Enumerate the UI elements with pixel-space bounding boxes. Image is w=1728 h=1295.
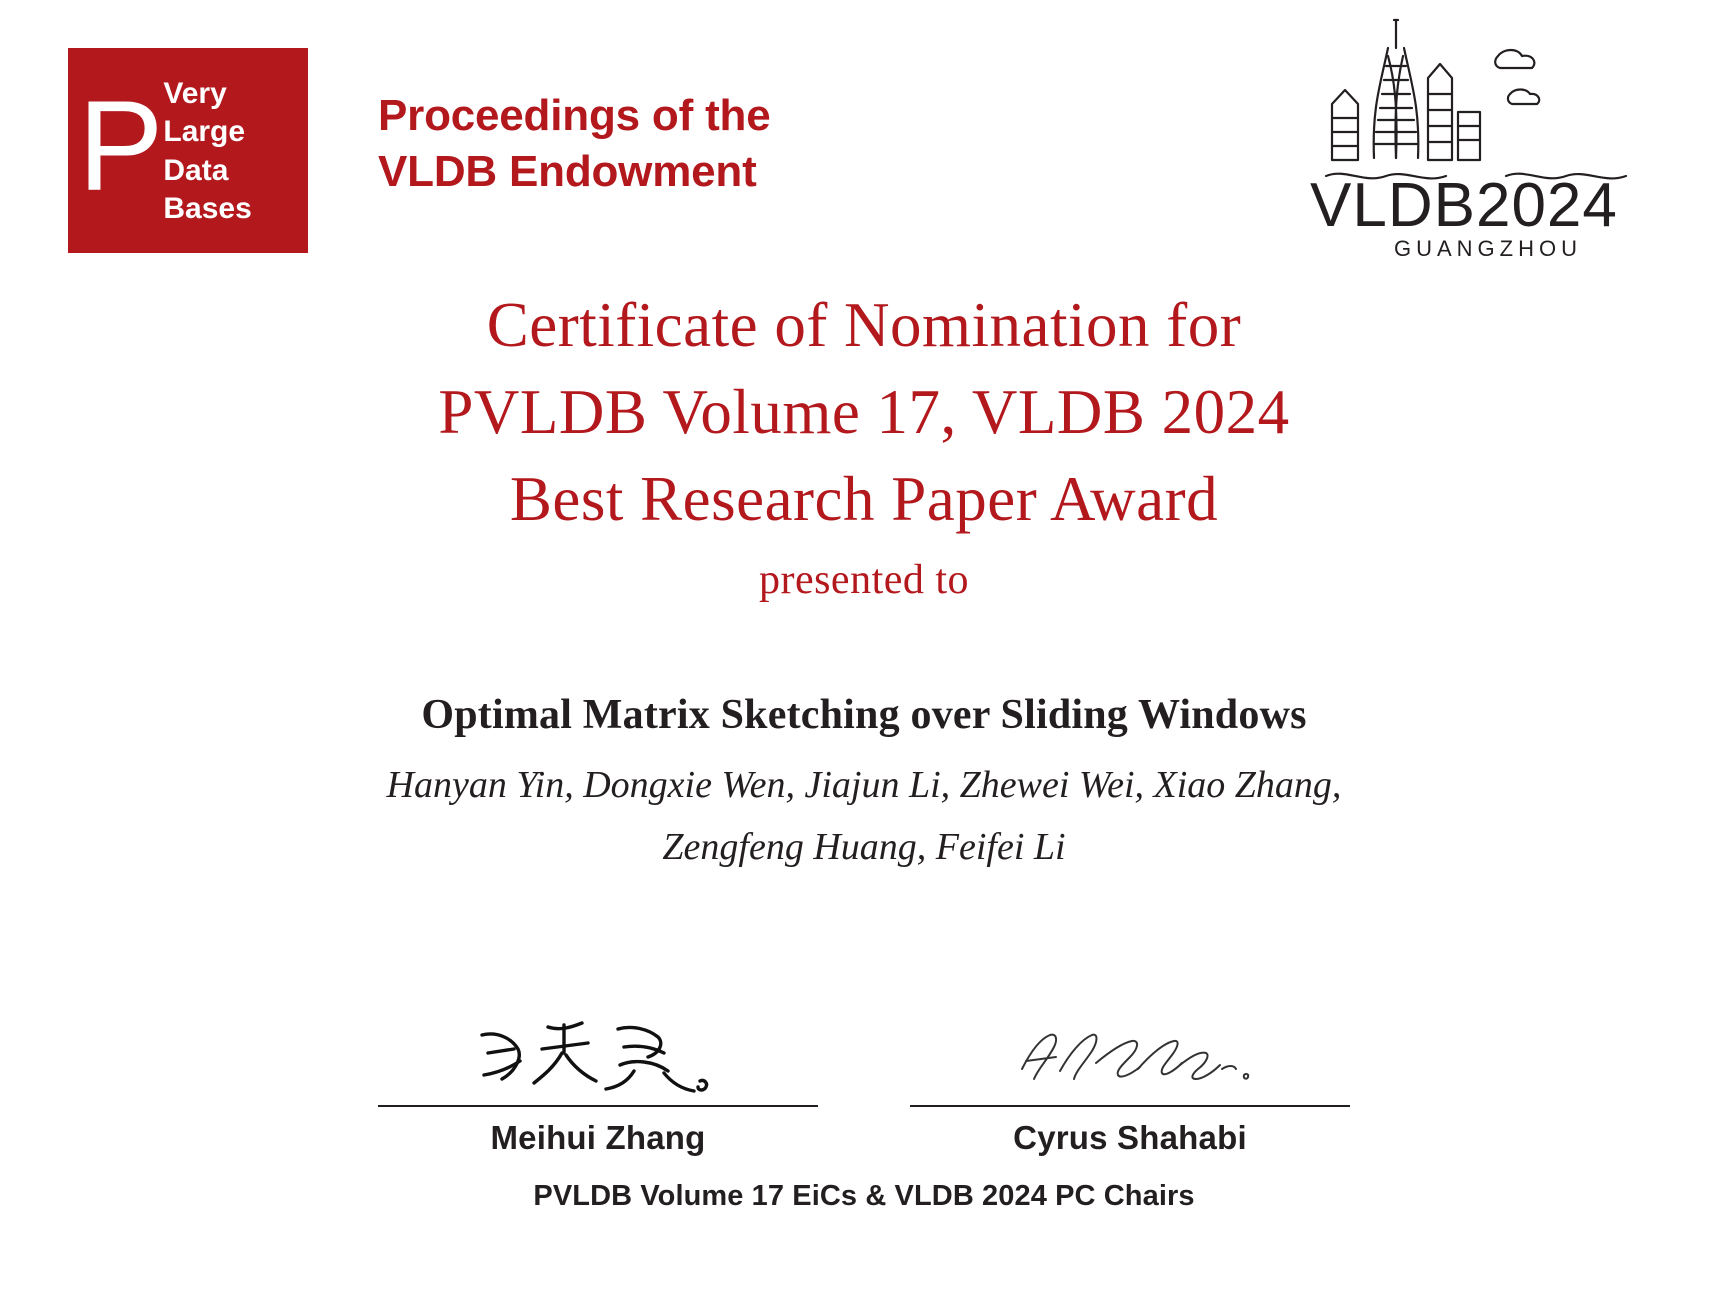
signature-block-cyrus-shahabi [910,1009,1350,1157]
signatory-role: PVLDB Volume 17 EiCs & VLDB 2024 PC Chairs [533,1180,1195,1212]
signature-line [378,1105,818,1107]
signatory-name: Cyrus Shahabi [1013,1119,1247,1156]
pvldb-logo-word-bases: Bases [163,191,252,225]
pvldb-logo [68,48,308,253]
certificate-heading-line2: PVLDB Volume 17, VLDB 2024 [438,376,1290,447]
paper-authors-line1: Hanyan Yin, Dongxie Wen, Jiajun Li, Zhewei Wei, Xiao Zhang, [386,764,1342,807]
handwritten-signature-icon [378,1009,818,1101]
pvldb-logo-letter: P [78,75,160,219]
proceedings-title-line2: VLDB Endowment [378,147,757,197]
signature-line [910,1105,1350,1107]
pvldb-logo-words [163,75,251,229]
proceedings-title-line1: Proceedings of the [378,91,771,140]
proceedings-title [378,88,770,201]
pvldb-logo-word-data: Data [163,153,229,187]
pvldb-logo-word-very: Very [163,76,227,110]
certificate-heading-line3: Best Research Paper Award [509,463,1219,534]
pvldb-logo-word-large: Large [163,115,246,149]
signature-block-meihui-zhang [378,1009,818,1157]
paper-authors [0,755,1728,878]
signatory-name: Meihui Zhang [490,1119,706,1156]
signature-row [0,1009,1728,1157]
svg-text:VLDB2024: VLDB2024 [1310,171,1618,240]
paper-authors-line2: Zengfeng Huang, Feifei Li [662,825,1066,868]
vldb2024-conference-mark [1302,8,1672,270]
svg-text:GUANGZHOU: GUANGZHOU [1394,236,1582,261]
certificate-heading [0,282,1728,543]
certificate-header [0,0,1728,280]
presented-to-text: presented to [758,556,970,603]
paper-title: Optimal Matrix Sketching over Sliding Windows [421,692,1307,739]
handwritten-signature-icon [910,1009,1350,1101]
certificate-heading-line1: Certificate of Nomination for [486,290,1242,360]
